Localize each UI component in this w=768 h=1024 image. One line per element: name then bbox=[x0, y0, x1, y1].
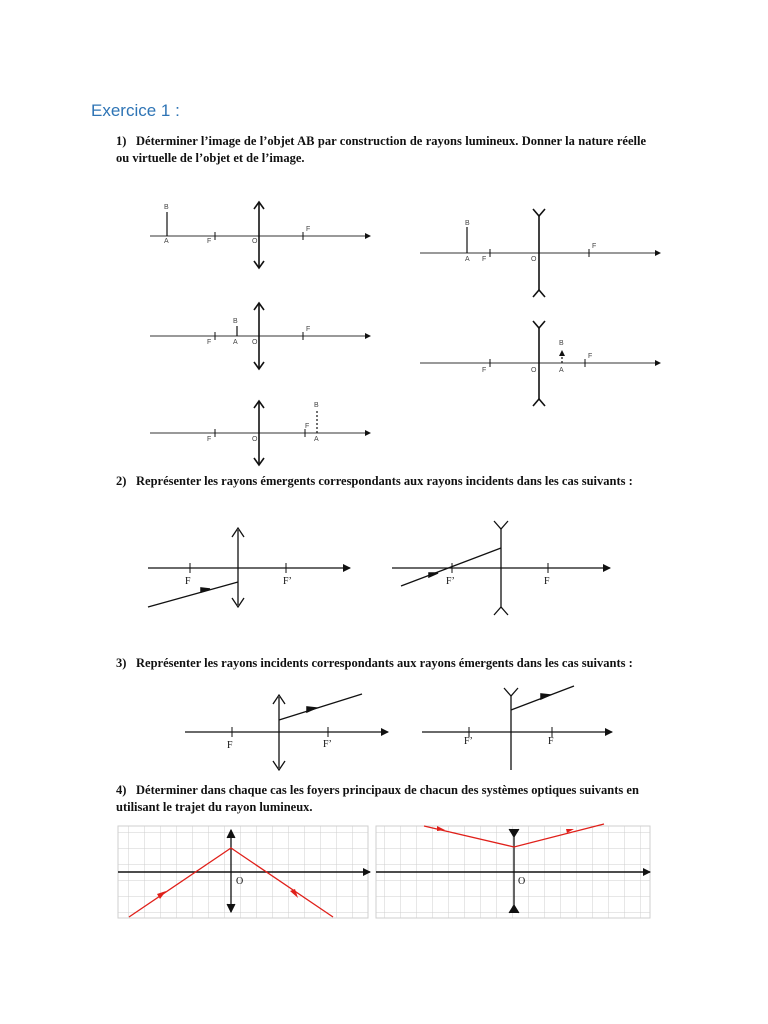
label-B: B bbox=[465, 220, 470, 227]
label-F: F bbox=[185, 576, 191, 587]
label-F: F bbox=[482, 367, 487, 374]
question-number: 1) bbox=[116, 134, 127, 148]
question-text: Déterminer l’image de l’objet AB par construction de rayons lumineux. Donner la nature réelle ou virtuelle de l’objet et de l’image. bbox=[116, 134, 646, 165]
label-O: O bbox=[252, 238, 258, 245]
q4-figure-right bbox=[376, 824, 650, 918]
label-F: F bbox=[588, 353, 593, 360]
q2-figure-diverging bbox=[392, 521, 610, 615]
q1-figure-converging-1 bbox=[150, 202, 370, 268]
question-number: 3) bbox=[116, 656, 127, 670]
label-F: F bbox=[306, 226, 311, 233]
label-F: F bbox=[305, 423, 310, 430]
exercise-title: Exercice 1 : bbox=[91, 101, 180, 120]
label-B: B bbox=[314, 402, 319, 409]
question-text: Représenter les rayons émergents correspondants aux rayons incidents dans les cas suivants : bbox=[136, 474, 633, 488]
q2-figure-converging bbox=[148, 528, 350, 607]
question-number: 4) bbox=[116, 783, 127, 797]
label-O: O bbox=[252, 339, 258, 346]
label-A: A bbox=[314, 436, 319, 443]
label-O: O bbox=[531, 367, 537, 374]
label-F: F bbox=[306, 326, 311, 333]
label-F: F bbox=[548, 736, 554, 747]
question-number: 2) bbox=[116, 474, 127, 488]
q1-figure-diverging-2 bbox=[420, 321, 660, 406]
label-F: F bbox=[207, 238, 212, 245]
question-text: Représenter les rayons incidents correspondants aux rayons émergents dans les cas suivants : bbox=[136, 656, 633, 670]
label-F: F bbox=[207, 339, 212, 346]
label-F: F bbox=[544, 576, 550, 587]
label-A: A bbox=[233, 339, 238, 346]
q3-figure-converging bbox=[185, 694, 388, 770]
q4-figure-left bbox=[118, 826, 370, 918]
label-A: A bbox=[465, 256, 470, 263]
label-F-prime: F’ bbox=[446, 576, 455, 587]
label-B: B bbox=[164, 204, 169, 211]
q1-figure-converging-3 bbox=[150, 401, 370, 465]
label-B: B bbox=[559, 340, 564, 347]
label-F-prime: F’ bbox=[323, 739, 332, 750]
label-F-prime: F’ bbox=[464, 736, 473, 747]
label-F-prime: F’ bbox=[283, 576, 292, 587]
label-A: A bbox=[164, 238, 169, 245]
q1-figure-diverging-1 bbox=[420, 209, 660, 297]
label-A: A bbox=[559, 367, 564, 374]
label-O: O bbox=[518, 876, 526, 887]
q1-figure-converging-2 bbox=[150, 303, 370, 369]
question-text: Déterminer dans chaque cas les foyers principaux de chacun des systèmes optiques suivants en utilisant le trajet du rayon lumineux. bbox=[116, 783, 639, 814]
label-O: O bbox=[252, 436, 258, 443]
q3-figure-diverging bbox=[422, 686, 612, 770]
label-O: O bbox=[531, 256, 537, 263]
label-F: F bbox=[482, 256, 487, 263]
label-F: F bbox=[227, 740, 233, 751]
label-B: B bbox=[233, 318, 238, 325]
label-O: O bbox=[236, 876, 244, 887]
label-F: F bbox=[592, 243, 597, 250]
label-F: F bbox=[207, 436, 212, 443]
